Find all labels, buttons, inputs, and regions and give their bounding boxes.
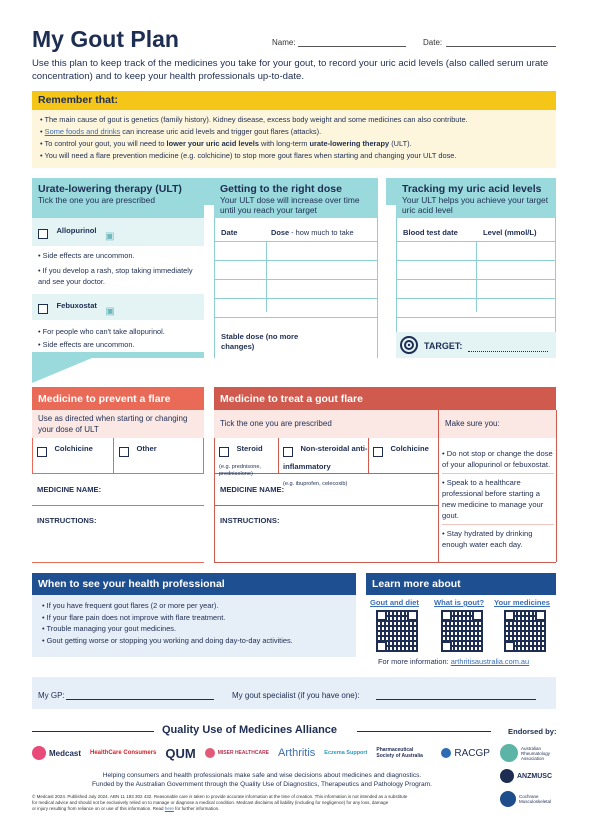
specialist-field[interactable] [376, 699, 536, 700]
other-option[interactable]: Other [119, 444, 157, 462]
endorsed-label: Endorsed by: [508, 727, 557, 736]
divider [32, 731, 154, 732]
list-item: • Trouble managing your gout medicines. [42, 624, 177, 633]
target-icon [400, 336, 418, 354]
arthritis-logo: Arthritis [278, 747, 316, 759]
list-item: • The main cause of gout is genetics (family history). Kidney disease, excess body weight and some medicines can also contribute. [40, 114, 548, 126]
tracking-divider [476, 242, 477, 312]
learn-header: Learn more about [366, 573, 556, 595]
treat-right-border [556, 410, 557, 562]
prevent-medicine-name-label: MEDICINE NAME: [37, 485, 102, 494]
list-item: • Some foods and drinks can increase uric acid levels and trigger gout flares (attacks). [40, 126, 548, 138]
colchicine-option[interactable]: Colchicine [37, 444, 93, 462]
healthcare-consumers-logo: HealthCare Consumers [90, 750, 157, 756]
target-field[interactable] [468, 351, 548, 352]
when-list [32, 595, 356, 657]
target-row[interactable]: TARGET: [396, 332, 556, 358]
gp-field[interactable] [66, 699, 214, 700]
contacts-box: My GP: My gout specialist (if you have one): [32, 677, 556, 709]
eczema-support-logo: Eczema Support [324, 750, 368, 756]
treat-colchicine-checkbox[interactable] [373, 447, 383, 457]
colchicine-checkbox[interactable] [37, 447, 47, 457]
treat-options [214, 438, 438, 487]
intro-text: Use this plan to keep track of the medicines you take for your gout, to record your uric acid levels (also called serum urate concentration) and to keep your health professionals up-to-date. [32, 58, 549, 82]
table-row[interactable] [215, 299, 377, 318]
further-info-link[interactable]: here [164, 805, 174, 811]
remember-title: Remember that: [32, 91, 556, 110]
your-medicines-link[interactable]: Your medicines [494, 598, 550, 607]
treat-mid-border [438, 438, 439, 562]
table-row[interactable] [215, 242, 377, 261]
medcast-logo: Medcast [32, 746, 81, 760]
other-checkbox[interactable] [119, 447, 129, 457]
gout-diet-link[interactable]: Gout and diet [370, 598, 419, 607]
racgp-logo: RACGP [441, 748, 490, 759]
qr-code-icon[interactable] [441, 610, 483, 652]
prevent-name-line[interactable] [32, 505, 204, 506]
learn-box [366, 595, 556, 667]
tracking-header: Tracking my uric acid levels Your ULT helps you achieve your target uric acid level [396, 178, 556, 218]
psa-logo: Pharmaceutical Society of Australia [376, 747, 423, 759]
qr-code-icon[interactable] [376, 610, 418, 652]
allopurinol-notes: • Side effects are uncommon. • If you develop a rash, stop taking immediately and see your doctor. [38, 251, 193, 286]
steroid-option[interactable]: $^{Steroid}$ (e.g. prednisone, prednisolone) [219, 444, 263, 477]
steroid-checkbox[interactable] [219, 447, 229, 457]
tracking-table: Blood test date Level (mmol/L) [396, 218, 556, 358]
arthritis-australia-link[interactable]: arthritisaustralia.com.au [450, 657, 530, 666]
make-sure-list: • Do not stop or change the dose of your allopurinol or febuxostat. • Speak to a healthcare professional before starting a new medicine to manage your gout. • Stay hydrated by drinking enough water each day. [442, 449, 553, 549]
treat-bottom-line [214, 562, 556, 563]
febuxostat-checkbox[interactable] [38, 304, 48, 314]
prevent-sub-box: Use as directed when starting or changing your dose of ULT [32, 410, 204, 438]
list-item: • If you have frequent gout flares (2 or more per year). [42, 601, 219, 610]
nsaid-option[interactable]: $^{Non-steroidal anti-inflammatory}$ (e.g. ibuprofen, celecoxib) [283, 444, 368, 487]
page-title: My Gout Plan [32, 26, 179, 52]
more-info: For more information: arthritisaustralia.com.au [378, 657, 530, 666]
cochrane-logo: Cochrane Musculoskeletal [500, 788, 556, 810]
febuxostat-notes: • For people who can't take allopurinol. • Side effects are uncommon. [38, 327, 165, 349]
treat-header: Medicine to treat a gout flare [214, 387, 556, 410]
allopurinol-checkbox[interactable] [38, 229, 48, 239]
alliance-title: Quality Use of Medicines Alliance [162, 724, 338, 736]
allopurinol-option[interactable]: $^{Allopurinol}$ ▣ [32, 218, 204, 246]
miser-logo: MISER HEALTHCARE [205, 748, 269, 758]
prevent-options [32, 438, 204, 474]
divider [357, 731, 491, 732]
table-row[interactable] [215, 261, 377, 280]
treat-left-border [214, 438, 215, 562]
list-item: • You will need a flare prevention medicine (e.g. colchicine) to stop more gout flares when starting and changing your ULT dose. [40, 150, 548, 162]
ult-header: Urate-lowering therapy (ULT) Tick the one you are prescribed [32, 178, 204, 218]
dose-table: Date Dose - how much to take Stable dose (no more changes) [214, 218, 378, 358]
fine-print: © Medcast 2024. Published July 2024. ABN 11 193 302 432. Reasonable care is taken to provide accurate information at the time of creation. This information is not intended as a substitute for medical advice and should not be exclusively relied on to manage or diagnose a medical condition. Medcast disclaims all liability (including for negligence) for any loss, damage or injury resulting from reliance on or use of this information. Read here for further information. [32, 794, 408, 811]
ult-bottom-bar [32, 352, 204, 358]
febuxostat-option[interactable]: $^{Febuxostat}$ ▣ [32, 294, 204, 320]
nsaid-checkbox[interactable] [283, 447, 293, 457]
dose-header: Getting to the right dose Your ULT dose will increase over time until you reach your target [214, 178, 378, 218]
when-header: When to see your health professional [32, 573, 356, 595]
what-is-gout-link[interactable]: What is gout? [434, 598, 485, 607]
dose-divider [266, 242, 267, 312]
ara-logo: Australian Rheumatology Association [500, 742, 556, 764]
treat-medicine-name-label: MEDICINE NAME: [220, 485, 285, 494]
stable-dose-label: Stable dose (no more changes) [221, 332, 299, 351]
date-field[interactable] [446, 46, 556, 47]
pill-bottle-icon: ▣ [105, 306, 115, 317]
prevent-instructions-label: INSTRUCTIONS: [37, 516, 97, 525]
make-sure-box: Make sure you: [438, 410, 556, 438]
anzmusc-logo: ANZMUSC [500, 764, 556, 788]
treat-sub-box: Tick the one you are prescribed [214, 410, 438, 438]
pill-bottle-icon: ▣ [104, 231, 115, 242]
treat-name-line[interactable] [214, 505, 438, 506]
qum-logo: QUM [165, 745, 196, 761]
prevent-bottom-line [32, 562, 204, 563]
list-item: • Gout getting worse or stopping you working and doing day-to-day activities. [42, 635, 293, 645]
qr-code-icon[interactable] [504, 610, 546, 652]
list-item: • To control your gout, you will need to lower your uric acid levels with long-term urate-lowering therapy (ULT). [40, 138, 548, 150]
treat-instructions-label: INSTRUCTIONS: [220, 516, 280, 525]
name-field[interactable] [298, 46, 406, 47]
partner-logos [32, 743, 492, 763]
foods-drinks-link[interactable]: Some foods and drinks [44, 127, 121, 136]
table-row[interactable] [215, 280, 377, 299]
name-label: Name: [272, 38, 296, 47]
tagline: Helping consumers and health professionals make safe and wise decisions about medicines and diagnostics. Funded by the Australian Government through the Quality Use of Diagnostics, Therapeutics and Pathology Program. [91, 772, 432, 788]
date-label: Date: [423, 38, 443, 47]
list-item: • If your flare pain does not improve with flare treatment. [42, 612, 226, 622]
treat-colchicine-option[interactable]: Colchicine [373, 444, 429, 462]
remember-list [32, 110, 556, 168]
prevent-header: Medicine to prevent a flare [32, 387, 204, 410]
endorser-logos [500, 742, 556, 810]
